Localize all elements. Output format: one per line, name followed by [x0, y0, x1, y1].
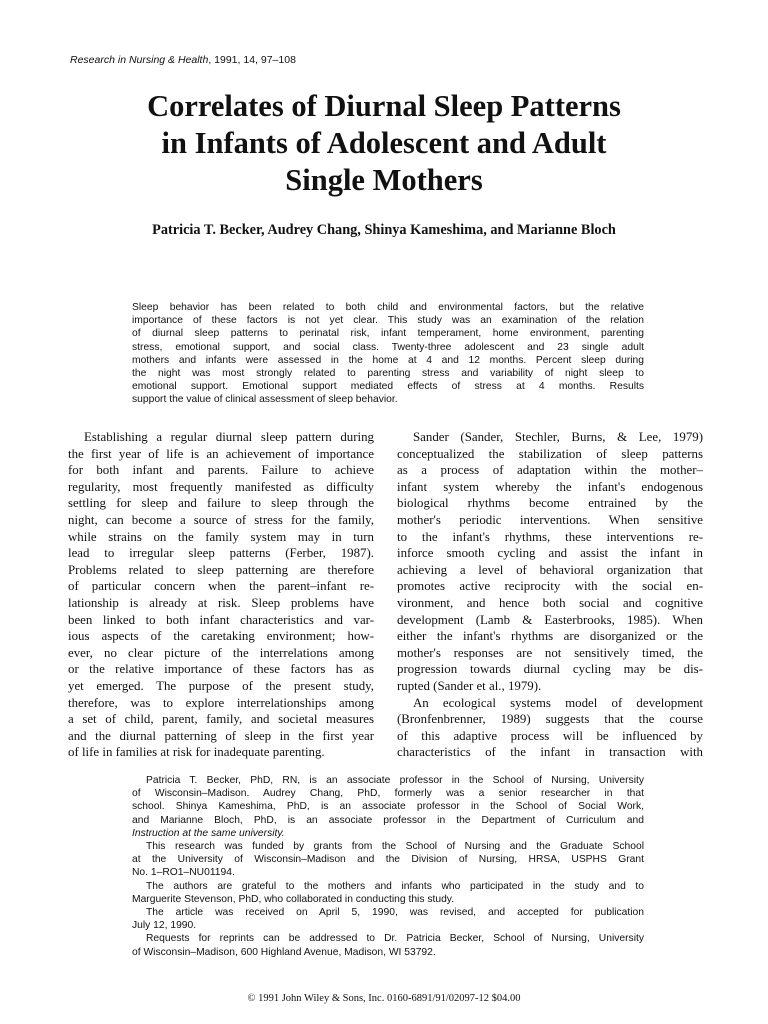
body-line: Problems related to sleep patterning are therefore: [68, 562, 374, 577]
body-line: biological rhythms become entrained by the: [397, 496, 703, 511]
body-line: either the infant's rhythms are disorganized or the: [397, 629, 703, 644]
footnote-line: The authors are grateful to the mothers and infants who participated in the study and to: [146, 880, 644, 892]
article-title: [60, 88, 708, 199]
body-line: of particular concern when the parent–infant re-: [68, 579, 374, 594]
body-line: mother's responses are not sensitively timed, the: [397, 645, 703, 660]
body-line: rupted (Sander et al., 1979).: [397, 678, 542, 693]
body-line: vironment, and hence both social and cognitive: [397, 595, 703, 610]
body-line: infant system whereby the infant's endogenous: [397, 479, 703, 494]
body-line: regularity, most frequently manifested as difficulty: [68, 479, 374, 494]
body-line: of this adaptive process will be influenced by: [397, 728, 703, 743]
body-line: as a process of adaptation within the mother–: [397, 463, 703, 478]
body-line: (Bronfenbrenner, 1989) suggests that the course: [397, 712, 703, 727]
body-line: conceptualized the stabilization of sleep patterns: [397, 446, 703, 461]
body-line: the first year of life is an achievement of importance: [68, 446, 374, 461]
footnote-line: Requests for reprints can be addressed to Dr. Patricia Becker, School of Nursing, University: [146, 933, 644, 945]
journal-citation: [70, 54, 296, 66]
body-line: while strains on the family system may in turn: [68, 529, 374, 544]
footnote-line: Marguerite Stevenson, PhD, who collaborated in conducting this study.: [132, 893, 455, 905]
abstract-line: mothers and infants were assessed in the home at 4 and 12 months. Percent sleep during: [132, 354, 644, 366]
body-line: to the infant's rhythms, these interventions re-: [397, 529, 703, 544]
body-line: or the relative importance of these factors has as: [68, 662, 374, 677]
body-column-left: [68, 429, 374, 761]
body-line: progression towards diurnal cycling may be dis-: [397, 662, 703, 677]
abstract-line: of diurnal sleep patterns to perinatal risk, infant temperament, home environment, parenting: [132, 328, 644, 340]
title-line: in Infants of Adolescent and Adult: [161, 126, 607, 160]
body-line: inforce smooth cycling and assist the infant in: [397, 546, 703, 561]
journal-name: Research in Nursing & Health: [70, 54, 209, 66]
abstract-line: Sleep behavior has been related to both child and environmental factors, but the relative: [132, 302, 644, 313]
body-line: for both infant and parents. Failure to achieve: [68, 463, 374, 478]
body-line: characteristics of the infant in transaction with: [397, 745, 703, 760]
footnote-line: of Wisconsin–Madison. Audrey Chang, PhD, formerly was a senior researcher in that: [132, 788, 644, 800]
abstract-line: emotional support. Emotional support mediated effects of stress at 4 months. Results: [132, 381, 644, 393]
footnote-line: at the University of Wisconsin–Madison and the Division of Nursing, HRSA, USPHS Grant: [132, 854, 644, 866]
body-column-right: [397, 429, 703, 761]
abstract-line: importance of these factors is not yet clear. This study was an examination of the relation: [132, 315, 644, 327]
abstract-line: support the value of clinical assessment of sleep behavior.: [132, 394, 398, 406]
body-line: promotes active reciprocity with the social en-: [397, 579, 703, 594]
abstract: [132, 301, 644, 407]
body-line: ious aspects of the caretaking environment; how-: [68, 629, 374, 644]
footnote-line: No. 1–RO1–NU01194.: [132, 867, 235, 879]
body-line: a set of child, parent, family, and societal measures: [68, 712, 374, 727]
body-line: lationship is already at risk. Sleep problems have: [68, 595, 374, 610]
body-line: of life in families at risk for inadequate parenting.: [68, 745, 325, 760]
body-line: yet emerged. The purpose of the present study,: [68, 678, 374, 693]
title-line: Single Mothers: [285, 163, 483, 197]
title-line: Correlates of Diurnal Sleep Patterns: [147, 89, 621, 123]
body-line: achieving a level of behavioral organization that: [397, 562, 703, 577]
footnote-line: This research was funded by grants from the School of Nursing and the Graduate School: [146, 841, 644, 853]
footnote-line: July 12, 1990.: [132, 920, 197, 932]
body-line: Sander (Sander, Stechler, Burns, & Lee, 1979): [413, 430, 703, 444]
body-line: therefore, was to explore interrelationships among: [68, 695, 374, 710]
body-line: and the diurnal patterning of sleep in the first year: [68, 728, 374, 743]
footnote-line: school. Shinya Kameshima, PhD, is an associate professor in the School of Social Work,: [132, 801, 644, 813]
body-line: development (Lamb & Easterbrooks, 1985). When: [397, 612, 703, 627]
author-footnote: [132, 774, 644, 959]
body-line: been linked to both infant characteristics and var-: [68, 612, 374, 627]
body-line: night, can become a source of stress for the family,: [68, 512, 374, 527]
footnote-line: The article was received on April 5, 1990, was revised, and accepted for publication: [146, 907, 644, 919]
body-line: Establishing a regular diurnal sleep pattern during: [84, 430, 374, 444]
body-line: mother's periodic interventions. When sensitive: [397, 512, 703, 527]
body-line: An ecological systems model of development: [413, 695, 703, 710]
footnote-line: Instruction at the same university.: [132, 827, 285, 839]
copyright-line: © 1991 John Wiley & Sons, Inc. 0160-6891/91/02097-12 $04.00: [247, 993, 521, 1004]
author-list: Patricia T. Becker, Audrey Chang, Shinya Kameshima, and Marianne Bloch: [152, 222, 616, 238]
body-line: lead to irregular sleep patterns (Ferber, 1987).: [68, 546, 374, 561]
footnote-line: and Marianne Bloch, PhD, is an associate professor in the Department of Curriculum and: [132, 814, 644, 826]
volume-pages: , 1991, 14, 97–108: [208, 54, 296, 66]
footnote-line: of Wisconsin–Madison, 600 Highland Avenue, Madison, WI 53792.: [132, 946, 436, 958]
abstract-line: stress, emotional support, and social class. Twenty-three adolescent and 23 single adult: [132, 341, 644, 353]
body-line: ever, no clear picture of the interrelations among: [68, 645, 374, 660]
abstract-line: the night was most strongly related to parenting stress and variability of night sleep to: [132, 368, 644, 380]
footnote-line: Patricia T. Becker, PhD, RN, is an associate professor in the School of Nursing, University: [146, 775, 644, 786]
body-line: settling for sleep and failure to sleep through the: [68, 496, 374, 511]
